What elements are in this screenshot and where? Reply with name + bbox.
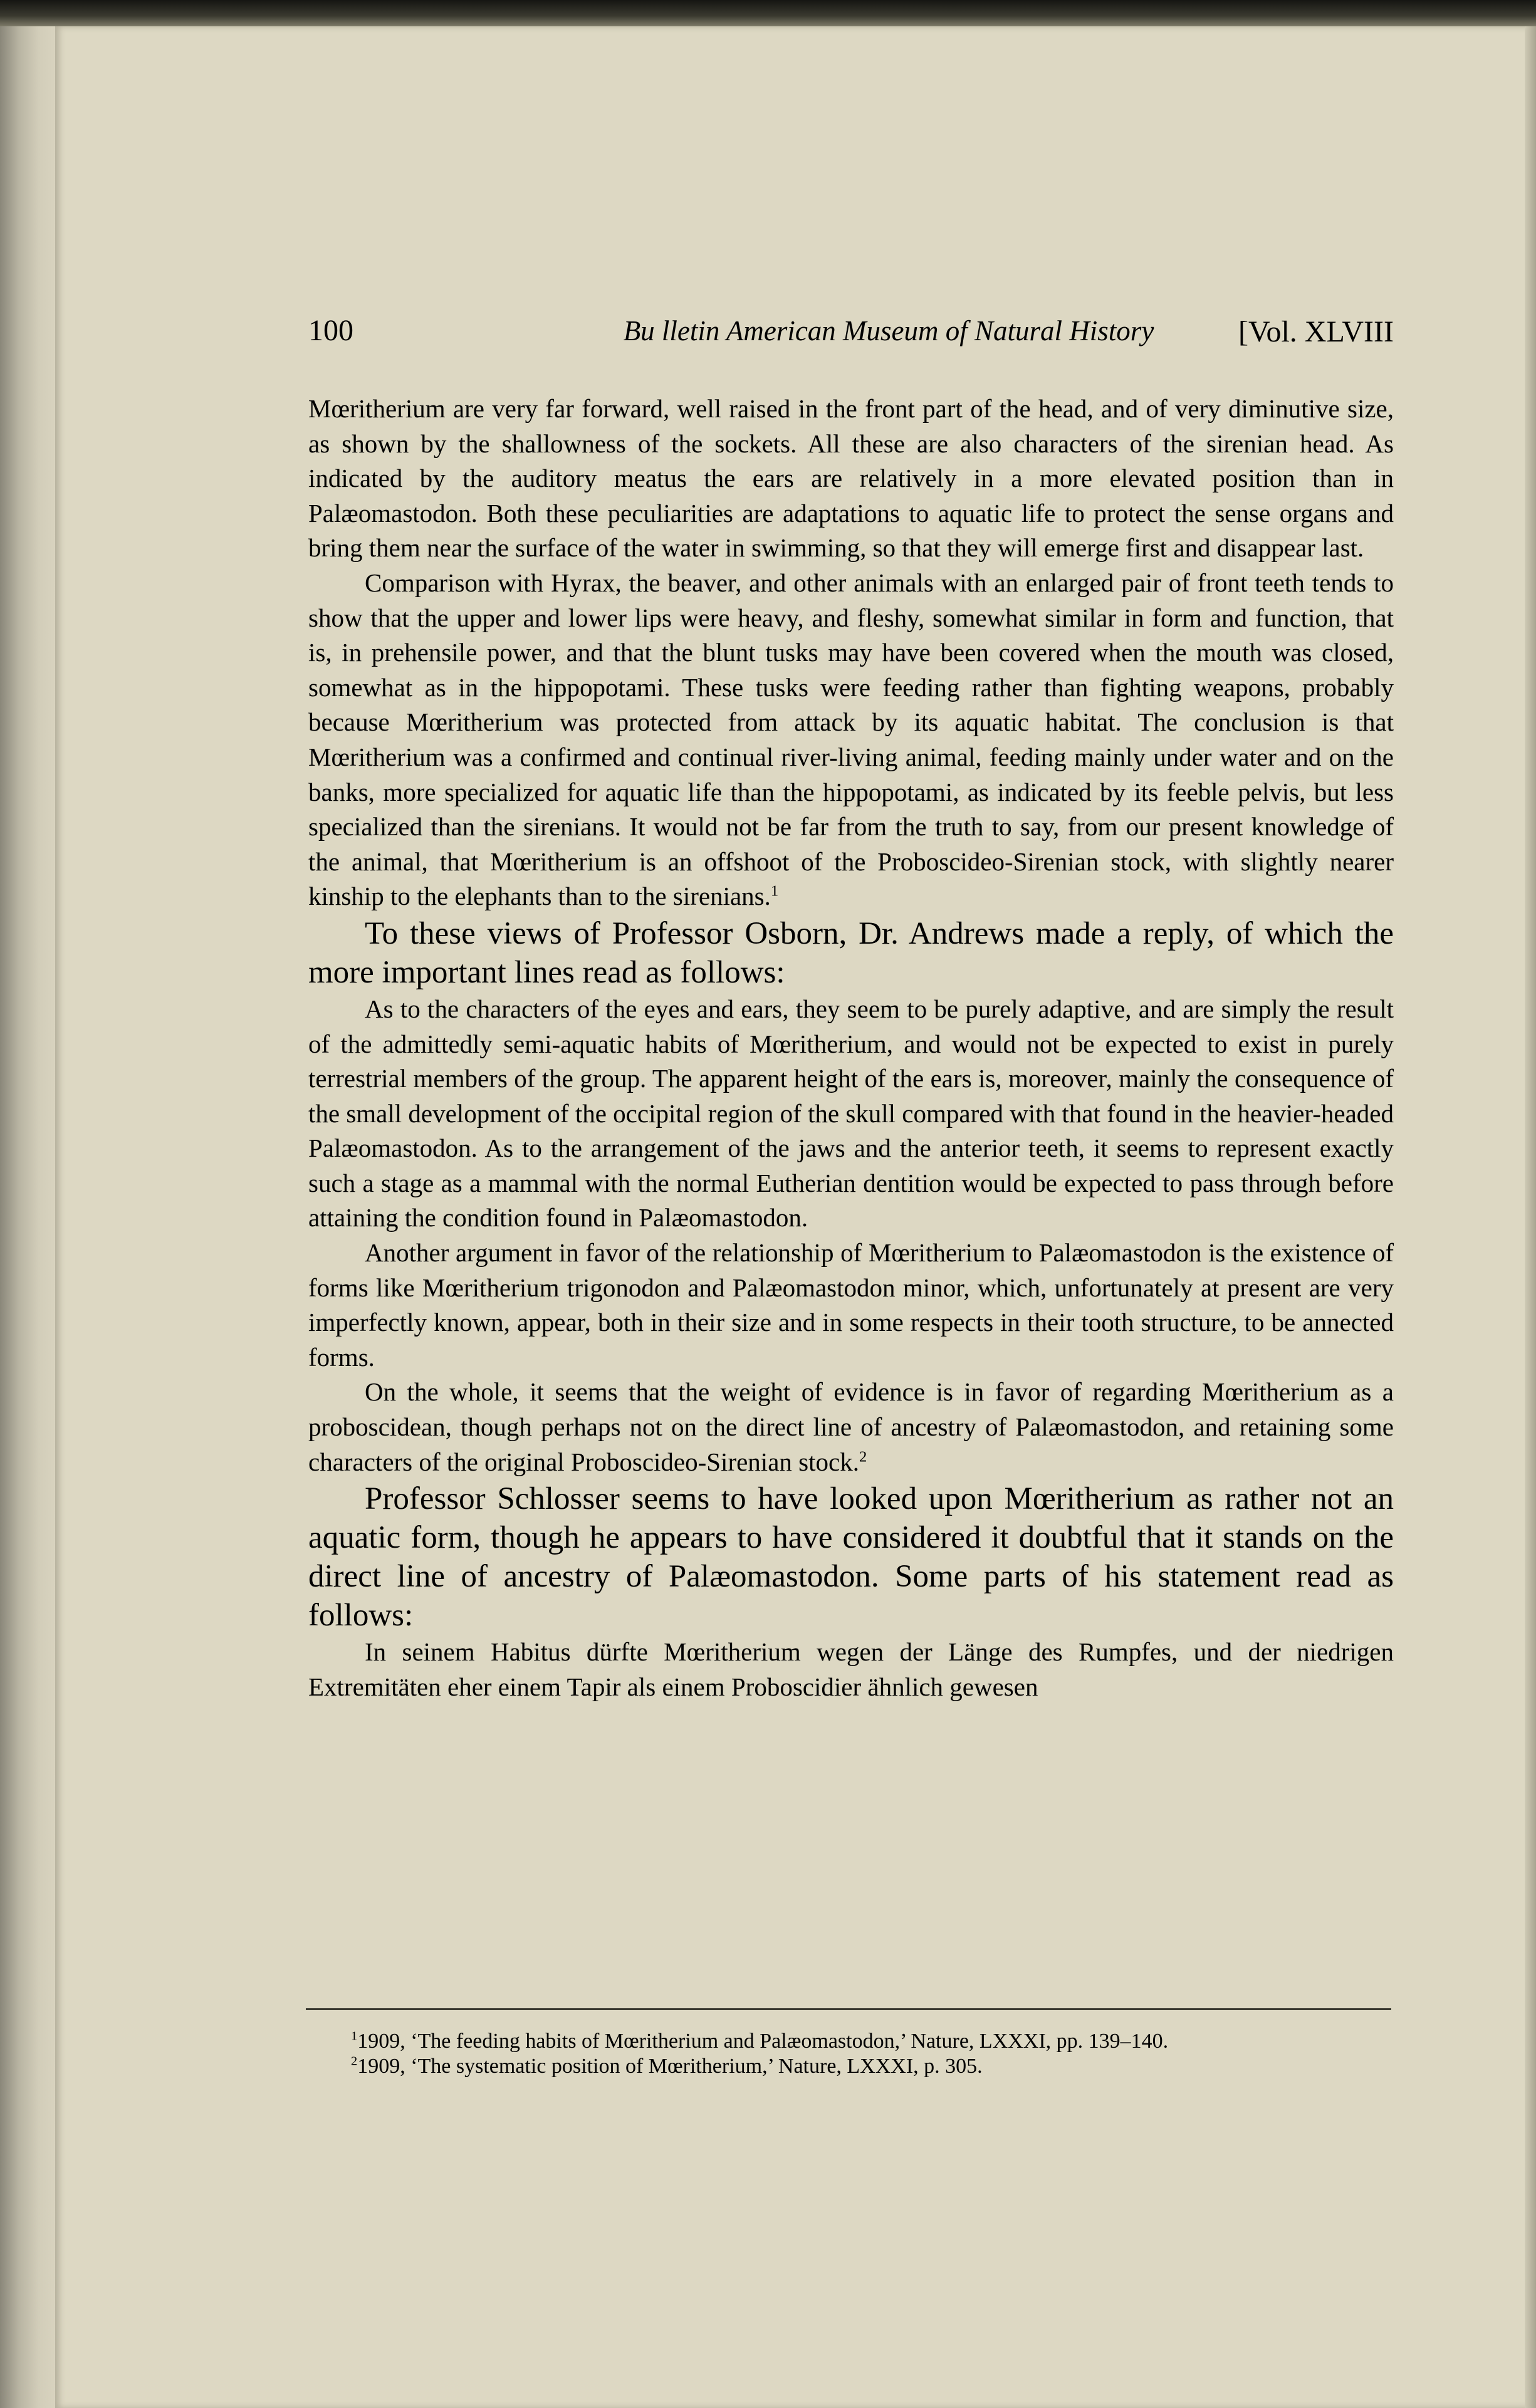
body-text: [308, 392, 1394, 1704]
running-title: Bu lletin American Museum of Natural History: [623, 315, 1154, 347]
running-header: [308, 288, 1394, 348]
scan-edge: [0, 0, 1536, 26]
paragraph-4: Professor Schlosser seems to have looked upon Mœritherium as rather not an aquatic form, though he appears to have considered it doubtful that it stands on the direct line of ancestry of Palæomastodon. Some parts of his statement read as follows:: [308, 1481, 1394, 1634]
schlosser-quote: [308, 1635, 1394, 1704]
footnote-ref-1: 1: [770, 882, 779, 900]
quote-paragraph-4: In seinem Habitus dürfte Mœritherium wegen der Länge des Rumpfes, und der niedrigen Extremitäten eher einem Tapir als einem Proboscidier ähnlich gewesen: [308, 1637, 1394, 1701]
page-number: 100: [308, 314, 353, 347]
footnote-ref-2: 2: [859, 1447, 867, 1465]
paragraph-1: Mœritherium are very far forward, well raised in the front part of the head, and of very diminutive size, as shown by the shallowness of the sockets. All these are also characters of the sirenian head. As indicated by the auditory meatus the ears are relatively in a more elevated position than in Palæomastodon. Both these peculiarities are adaptations to aquatic life to protect the sense organs and bring them near the surface of the water in swimming, so that they will emerge first and disappear last.: [308, 394, 1394, 563]
paragraph-3: To these views of Professor Osborn, Dr. Andrews made a reply, of which the more important lines read as follows:: [308, 915, 1394, 990]
footnote-2: $^2$1909, ‘The systematic position of Mœritherium,’ Nature, LXXXI, p. 305.: [351, 2054, 983, 2078]
footnote-1: $^1$1909, ‘The feeding habits of Mœritherium and Palæomastodon,’ Nature, LXXXI, pp. 139–140.: [351, 2029, 1169, 2053]
volume-label: [Vol. XLVIII: [1238, 315, 1394, 348]
quote-paragraph-3: On the whole, it seems that the weight of evidence is in favor of regarding Mœritherium as a proboscidean, though perhaps not on the direct line of ancestry of Palæomastodon, and retaining some characters of the original Proboscideo-Sirenian stock.$^2$: [308, 1377, 1394, 1476]
footnote-rule: [306, 2008, 1391, 2010]
quote-paragraph-2: Another argument in favor of the relationship of Mœritherium to Palæomastodon is the existence of forms like Mœritherium trigonodon and Palæomastodon minor, which, unfortunately at present are very imperfectly known, appear, both in their size and in some respects in their tooth structure, to be annected forms.: [308, 1238, 1394, 1372]
paragraph-2: Comparison with Hyrax, the beaver, and other animals with an enlarged pair of front teeth tends to show that the upper and lower lips were heavy, and fleshy, somewhat similar in form and function, that is, in prehensile power, and that the blunt tusks may have been covered when the mouth was closed, somewhat as in the hippopotami. These tusks were feeding rather than fighting weapons, probably because Mœritherium was protected from attack by its aquatic habitat. The conclusion is that Mœritherium was a confirmed and continual river-living animal, feeding mainly under water and on the banks, more specialized for aquatic life than the hippopotami, as indicated by its feeble pelvis, but less specialized than the sirenians. It would not be far from the truth to say, from our present knowledge of the animal, that Mœritherium is an offshoot of the Proboscideo-Sirenian stock, with slightly nearer kinship to the elephants than to the sirenians.$^1$: [308, 568, 1394, 911]
scan-margin: [0, 0, 55, 2408]
page-edge: [1525, 26, 1536, 2408]
andrews-quote: [308, 992, 1394, 1479]
footnotes: [351, 2029, 1394, 2079]
quote-paragraph-1: As to the characters of the eyes and ears, they seem to be purely adaptive, and are simply the result of the admittedly semi-aquatic habits of Mœritherium, and would not be expected to exist in purely terrestrial members of the group. The apparent height of the ears is, moreover, mainly the consequence of the small development of the occipital region of the skull compared with that found in the heavier-headed Palæomastodon. As to the arrangement of the jaws and the anterior teeth, it seems to represent exactly such a stage as a mammal with the normal Eutherian dentition would be expected to pass through before attaining the condition found in Palæomastodon.: [308, 994, 1394, 1233]
